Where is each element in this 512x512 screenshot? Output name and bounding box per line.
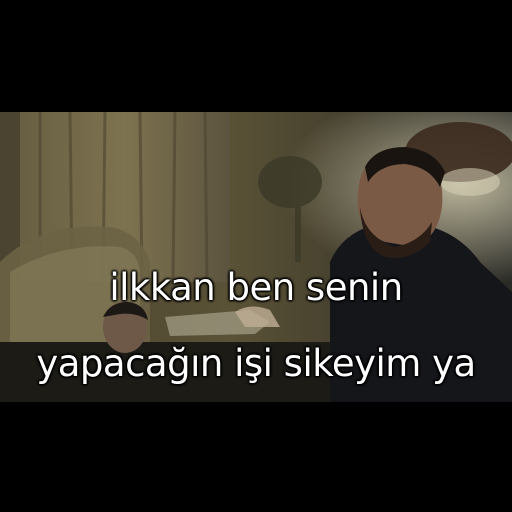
subtitle-line-2: yapacağın işi sikeyim ya bbox=[36, 342, 476, 385]
subtitle-line-1: ilkkan ben senin bbox=[109, 266, 403, 309]
